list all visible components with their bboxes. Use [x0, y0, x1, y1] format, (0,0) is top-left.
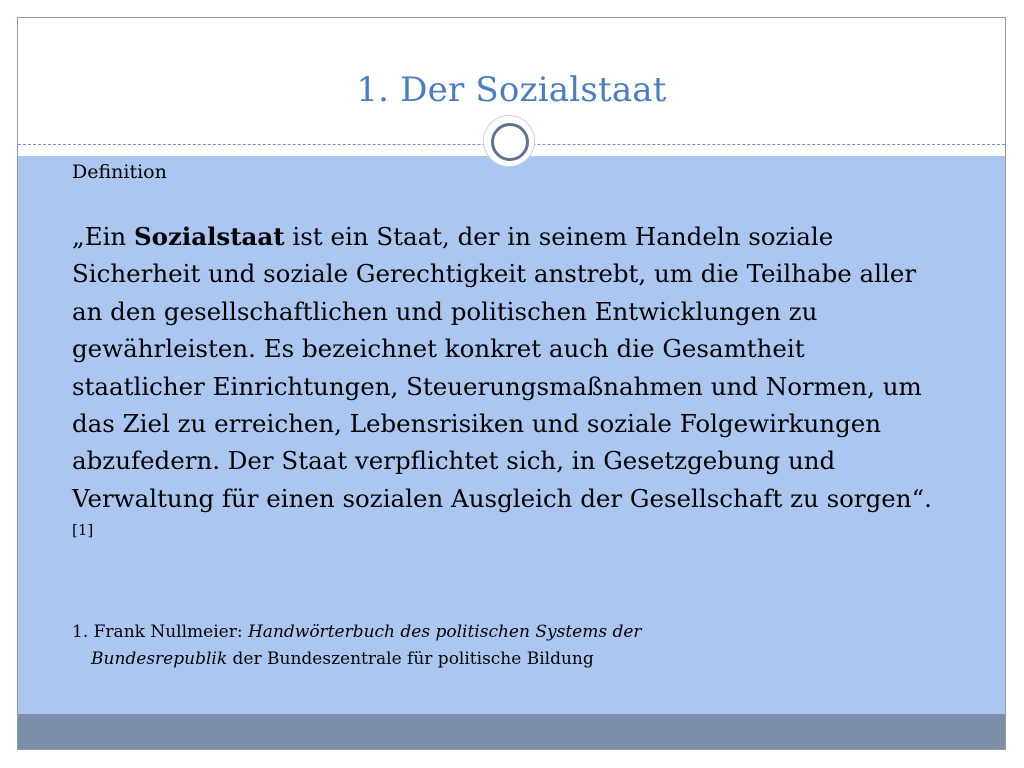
footnote-line-2	[72, 646, 772, 673]
definition-text	[72, 218, 932, 555]
ring-icon	[484, 116, 534, 166]
footnote-reference: [1]	[72, 521, 94, 540]
footer-bar	[18, 714, 1005, 749]
footnote-work-title: Handwörterbuch des politischen Systems der	[247, 622, 642, 642]
footnote	[72, 619, 772, 673]
footnote-publisher: der Bundeszentrale für politische Bildung	[227, 649, 594, 669]
footnote-author: Frank Nullmeier:	[88, 622, 248, 642]
subheading: Definition	[72, 161, 167, 183]
definition-open-quote: „Ein	[72, 222, 134, 251]
slide-title: 1. Der Sozialstaat	[356, 70, 667, 110]
definition-body: ist ein Staat, der in seinem Handeln soziale Sicherheit und soziale Gerechtigkeit anstrebt, um die Teilhabe aller an den gesellschaftlichen und politischen Entwicklungen zu gewährleisten. Es bezeichnet konkret auch die Gesamtheit staatlicher Einrichtungen, Steuerungsmaßnahmen und Normen, um das Ziel zu erreichen, Lebensrisiken und soziale Folgewirkungen abzufedern. Der Staat verpflichtet sich, in Gesetzgebung und Verwaltung für einen sozialen Ausgleich der Gesellschaft zu sorgen“.	[72, 222, 932, 513]
footnote-work-title-cont: Bundesrepublik	[91, 649, 228, 669]
ring-inner	[491, 123, 529, 161]
footnote-number: 1.	[72, 622, 89, 642]
definition-term: Sozialstaat	[133, 222, 285, 251]
